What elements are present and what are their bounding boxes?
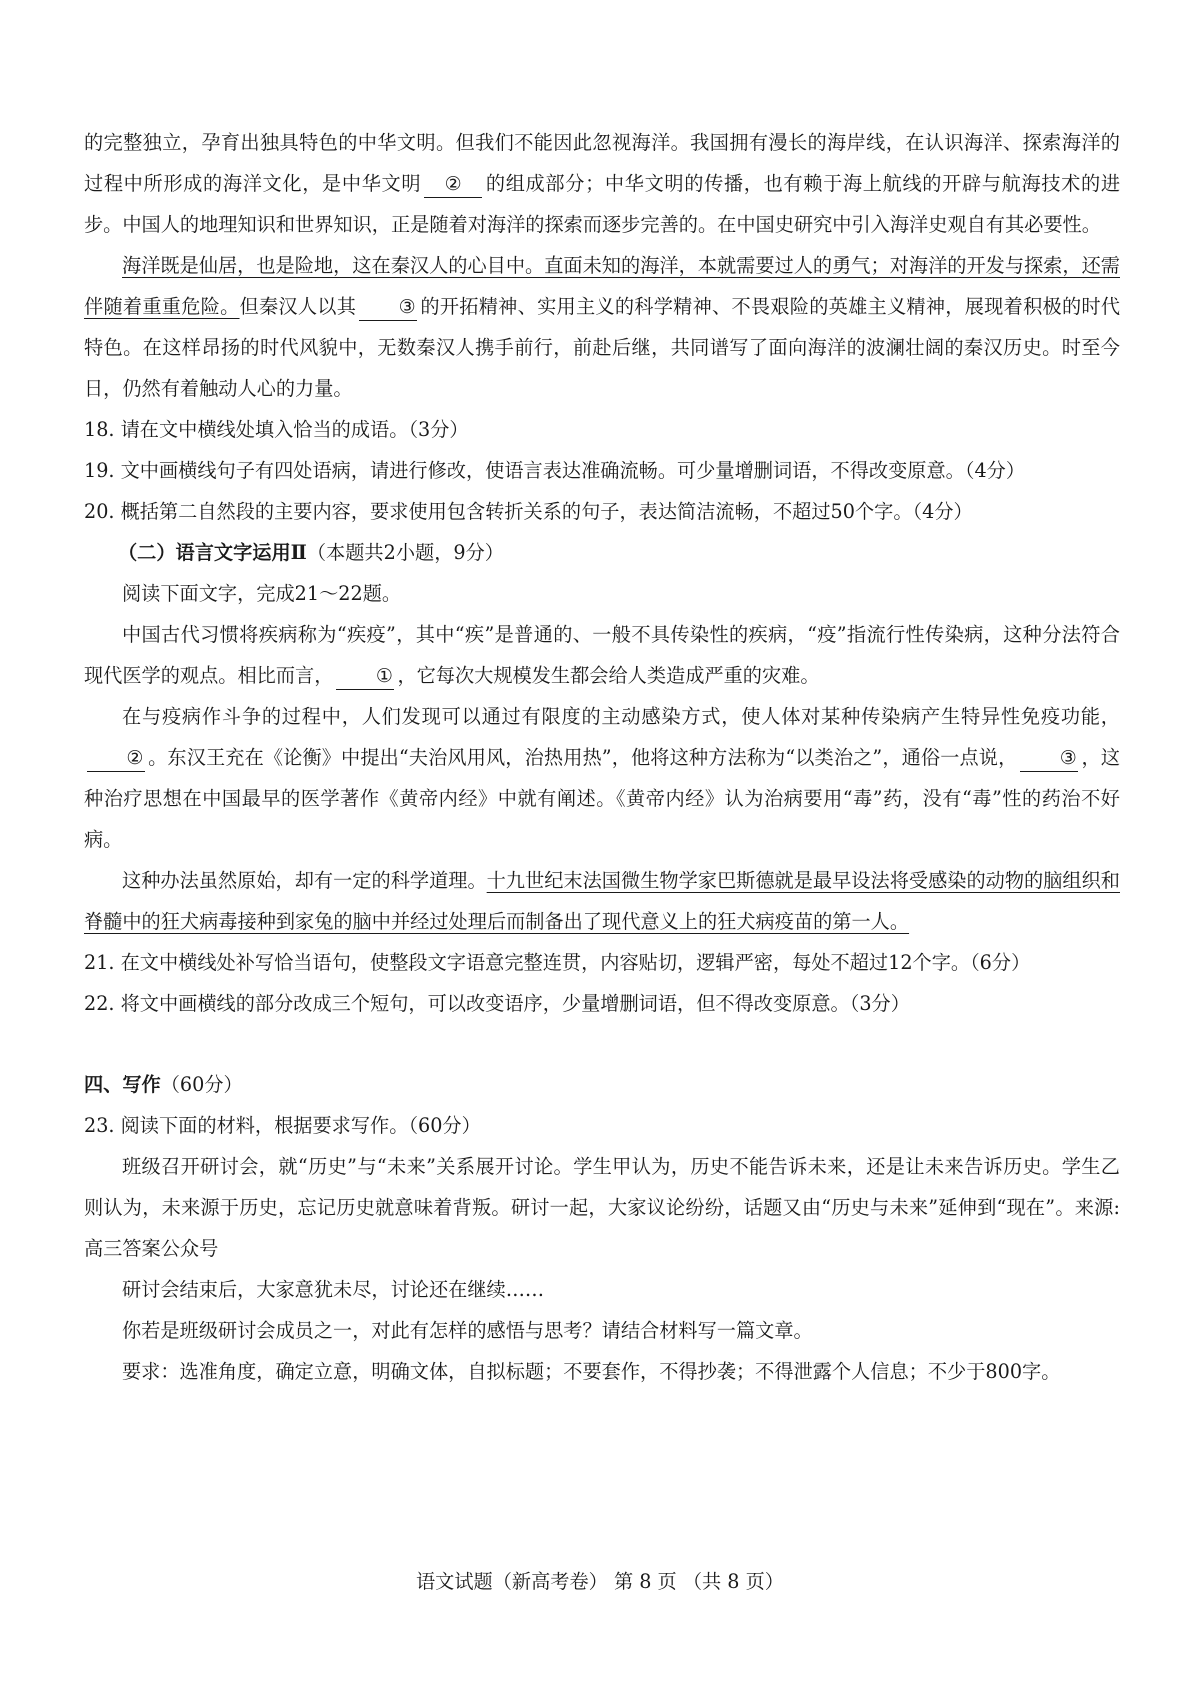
question-22: 22. 将文中画横线的部分改成三个短句，可以改变语序，少量增删词语，但不得改变原意。（3分） bbox=[84, 992, 910, 1015]
writing-prompt: 你若是班级研讨会成员之一，对此有怎样的感悟与思考？请结合材料写一篇文章。 bbox=[122, 1319, 813, 1342]
passage2-text: 。东汉王充在《论衡》中提出“夫治风用风，治热用热”，他将这种方法称为“以类治之”，通俗一点说， bbox=[148, 746, 1018, 769]
passage1-text: 的开拓精神、实用主义的科学精神、不畏艰险的英雄主义精神，展现着积极的时代特色。在这样昂扬的时代风貌中，无数秦汉人携手前行，前赴后继，共同谱写了面向海洋的波澜壮阔的秦汉历史。时至今日，仍然有着触动人心的力量。 bbox=[84, 295, 1121, 400]
question-21: 21. 在文中横线处补写恰当语句，使整段文字语意完整连贯，内容贴切，逻辑严密，每处不超过12个字。（6分） bbox=[84, 951, 1031, 974]
blank-2: ② bbox=[424, 171, 482, 198]
question-18: 18. 请在文中横线处填入恰当的成语。（3分） bbox=[84, 418, 469, 441]
section-2-title: （二）语言文字运用Ⅱ bbox=[118, 541, 307, 564]
passage2-paragraph2 bbox=[84, 696, 1120, 860]
section-2-heading bbox=[84, 532, 1120, 573]
writing-requirements: 要求：选准角度，确定立意，明确文体，自拟标题；不要套作，不得抄袭；不得泄露个人信息；不少于800字。 bbox=[122, 1360, 1061, 1383]
question-20: 20. 概括第二自然段的主要内容，要求使用包含转折关系的句子，表达简洁流畅，不超过50个字。（4分） bbox=[84, 500, 973, 523]
writing-material-2: 研讨会结束后，大家意犹未尽，讨论还在继续…… bbox=[122, 1278, 545, 1301]
section-4-score: （60分） bbox=[160, 1073, 243, 1096]
exam-page bbox=[84, 122, 1120, 1392]
section-4-heading bbox=[84, 1064, 1120, 1105]
passage1-text: 但秦汉人以其 bbox=[239, 295, 357, 318]
passage1-text: 的完整独立，孕育出独具特色的中华文明。但我们不能因此忽视海洋。我国拥有漫长的海岸线，在认识海洋、探索海洋的过程中所形成的海洋文化，是中华文明 bbox=[84, 131, 1120, 195]
underlined-sentence: 十九世纪末法国微生物学家巴斯德就是最早设法将受感染的动物的脑组织和脊髓中的狂犬病毒接种到家兔的脑中并经过处理后而制备出了现代意义上的狂犬病疫苗的第一人。 bbox=[84, 869, 1120, 933]
writing-material-1: 班级召开研讨会，就“历史”与“未来”关系展开讨论。学生甲认为，历史不能告诉未来，还是让未来告诉历史。学生乙则认为，未来源于历史，忘记历史就意味着背叛。研讨一起，大家议论纷纷，话题又由“历史与未来”延伸到“现在”。来源: 高三答案公众号 bbox=[84, 1155, 1120, 1260]
passage2-text: ，它每次大规模发生都会给人类造成严重的灾难。 bbox=[397, 664, 820, 687]
question-19: 19. 文中画横线句子有四处语病，请进行修改，使语言表达准确流畅。可少量增删词语，不得改变原意。（4分） bbox=[84, 459, 1026, 482]
passage2-text: 这种办法虽然原始，却有一定的科学道理。 bbox=[122, 869, 487, 892]
spacer bbox=[84, 1024, 1120, 1064]
page-footer: 语文试题（新高考卷） 第 8 页 （共 8 页） bbox=[415, 1570, 784, 1593]
passage1-paragraph2 bbox=[84, 245, 1120, 409]
underlined-sentence: 海洋既是仙居，也是险地，这在秦汉人的心目中。直面未知的海洋，本就需要过人的勇气；对海洋的开发与探索，还需伴随着重重危险。 bbox=[84, 254, 1120, 318]
passage1-paragraph1 bbox=[84, 122, 1120, 245]
section-4-title: 四、写作 bbox=[84, 1073, 161, 1096]
instruction: 阅读下面文字，完成21～22题。 bbox=[122, 582, 402, 605]
passage2-text: 在与疫病作斗争的过程中，人们发现可以通过有限度的主动感染方式，使人体对某种传染病产生特异性免疫功能， bbox=[122, 705, 1120, 728]
passage2-paragraph3 bbox=[84, 860, 1120, 942]
passage2-text: ，这种治疗思想在中国最早的医学著作《黄帝内经》中就有阐述。《黄帝内经》认为治病要用“毒”药，没有“毒”性的药治不好病。 bbox=[84, 746, 1120, 851]
passage2-paragraph1 bbox=[84, 614, 1120, 696]
section-2-note: （本题共2小题，9分） bbox=[306, 541, 504, 564]
blank-2: ② bbox=[87, 745, 145, 772]
blank-3: ③ bbox=[359, 294, 417, 321]
blank-3: ③ bbox=[1020, 745, 1078, 772]
question-23: 23. 阅读下面的材料，根据要求写作。（60分） bbox=[84, 1114, 481, 1137]
passage1-text: 的组成部分；中华文明的传播，也有赖于海上航线的开辟与航海技术的进步。中国人的地理知识和世界知识，正是随着对海洋的探索而逐步完善的。在中国史研究中引入海洋史观自有其必要性。 bbox=[84, 172, 1121, 236]
blank-1: ① bbox=[336, 663, 394, 690]
passage2-text: 中国古代习惯将疾病称为“疾疫”，其中“疾”是普通的、一般不具传染性的疾病，“疫”指流行性传染病，这种分法符合现代医学的观点。相比而言， bbox=[84, 623, 1120, 687]
